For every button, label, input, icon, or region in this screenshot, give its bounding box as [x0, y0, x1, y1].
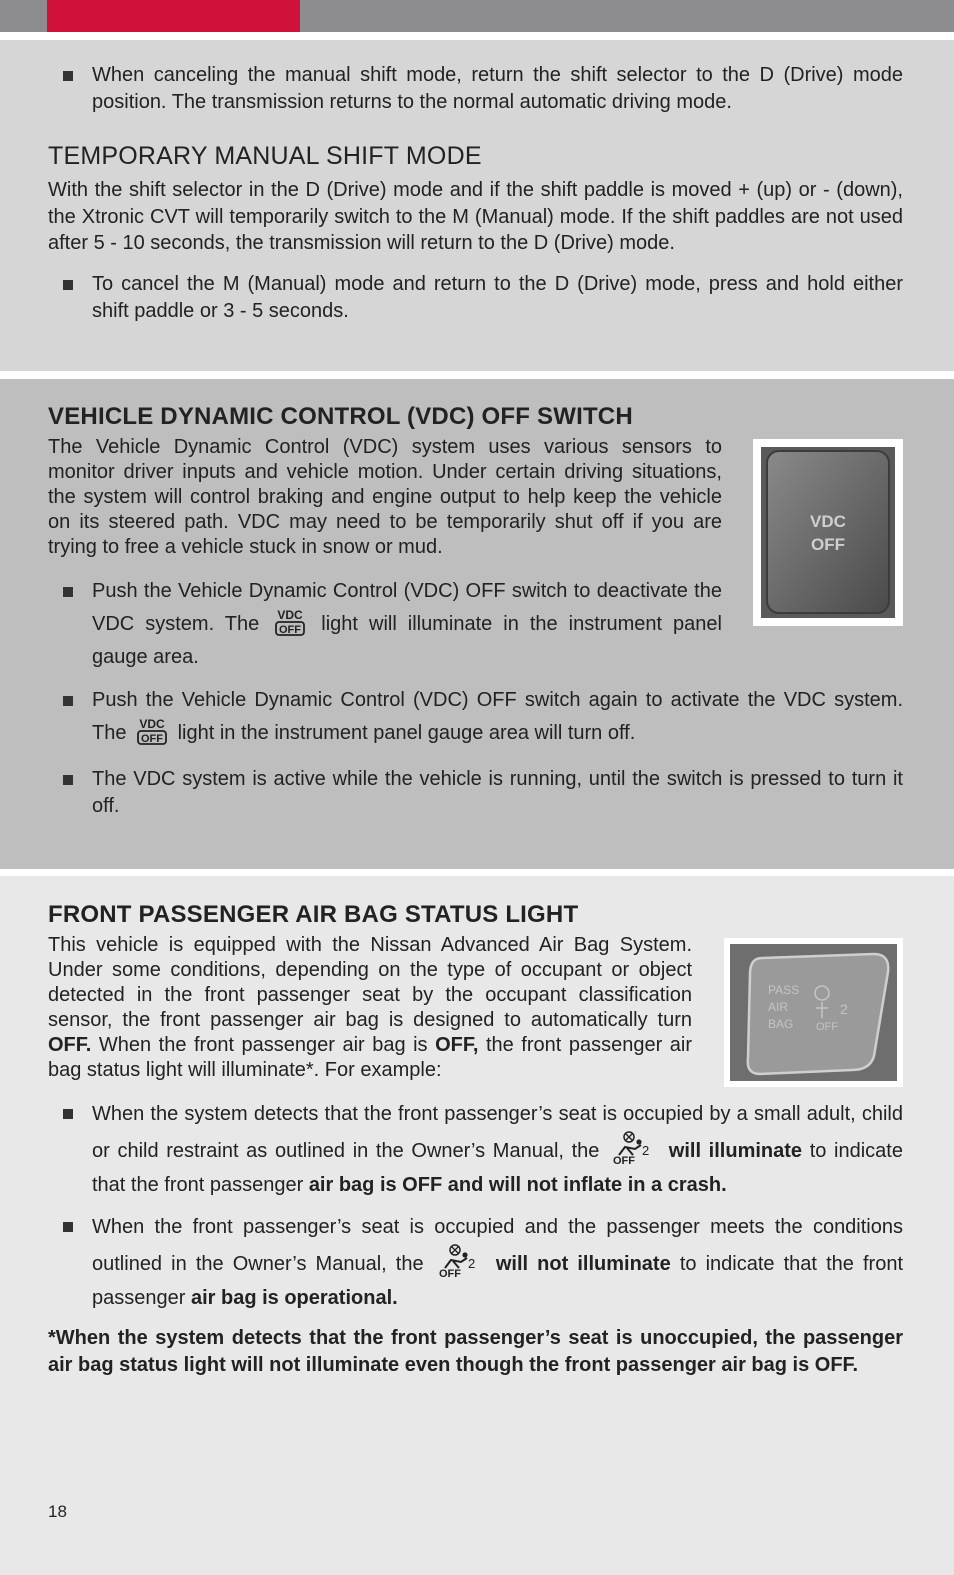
- photo-label-off: OFF: [811, 535, 845, 554]
- bullet-bold: will not illuminate: [495, 1253, 671, 1275]
- bullet-active-running: [48, 766, 903, 820]
- section-heading: TEMPORARY MANUAL SHIFT MODE: [48, 142, 482, 170]
- section-heading: FRONT PASSENGER AIR BAG STATUS LIGHT: [48, 901, 579, 928]
- bullet-text: to indicate that the front passenger: [92, 1140, 903, 1196]
- icon-text: 2: [467, 1256, 475, 1271]
- icon-text: OFF: [438, 1268, 461, 1278]
- bullet-square-icon: [63, 1222, 73, 1232]
- bullet-small-adult: [48, 1097, 903, 1202]
- vdc-switch-photo: [753, 439, 903, 626]
- bullet-bold: will illuminate: [668, 1140, 803, 1162]
- bullet-operational: [48, 1210, 903, 1315]
- bullet-bold: air bag is OFF and will not inflate in a crash.: [308, 1174, 727, 1196]
- photo-label-pass: PASS: [768, 983, 800, 997]
- photo-label-bag: BAG: [768, 1017, 794, 1031]
- bullet-text: Push the Vehicle Dynamic Control (VDC) OFF switch again to activate the VDC system. The: [92, 689, 903, 744]
- airbag-section: [0, 876, 954, 1575]
- bullet-text: When the system detects that the front passenger’s seat is occupied by a small adult, child or child restraint as outlined in the Owner’s Manual, the: [92, 1103, 903, 1162]
- paragraph-bold: OFF,: [435, 1034, 479, 1056]
- icon-text: OFF: [279, 624, 302, 636]
- bullet-text: The VDC system is active while the vehicle is running, until the switch is pressed to turn it off.: [92, 768, 903, 817]
- icon-text: OFF: [141, 733, 164, 745]
- vdc-off-indicator-icon: [274, 608, 306, 638]
- header-accent: [47, 0, 300, 32]
- icon-text: VDC: [139, 717, 165, 731]
- vdc-section: [0, 379, 954, 869]
- paragraph: [48, 933, 692, 1083]
- icon-text: VDC: [277, 608, 303, 622]
- bullet-square-icon: [63, 71, 73, 81]
- paragraph-text: the front passenger air bag status light will illuminate*. For example:: [48, 1034, 692, 1081]
- paragraph-text: When the front passenger air bag is: [98, 1034, 428, 1056]
- bullet-cancel-hold: [48, 271, 903, 325]
- bullet-bold: air bag is operational.: [190, 1287, 398, 1309]
- manual-shift-section: [0, 40, 954, 371]
- photo-label-vdc: VDC: [810, 512, 846, 531]
- header-bar: [0, 0, 954, 32]
- bullet-text: to indicate that the front passenger: [92, 1253, 904, 1309]
- bullet-text: light will illuminate in the instrument panel gauge area.: [92, 613, 722, 668]
- section-heading: VEHICLE DYNAMIC CONTROL (VDC) OFF SWITCH: [48, 403, 633, 430]
- passenger-airbag-off-icon: [437, 1244, 483, 1278]
- vdc-off-indicator-icon: [136, 717, 168, 747]
- footnote: *When the system detects that the front passenger’s seat is unoccupied, the passenger air bag status light will not illuminate even though the front passenger air bag is OFF.: [48, 1327, 903, 1376]
- photo-label-num: 2: [840, 1001, 848, 1017]
- bullet-text: To cancel the M (Manual) mode and return to the D (Drive) mode, press and hold either shift paddle or 3 - 5 seconds.: [92, 272, 903, 322]
- bullet-deactivate: [48, 575, 722, 674]
- passenger-airbag-off-icon: [611, 1131, 657, 1165]
- bullet-square-icon: [63, 696, 73, 706]
- photo-label-off: OFF: [816, 1021, 838, 1033]
- icon-text: OFF: [613, 1155, 636, 1165]
- paragraph-text: This vehicle is equipped with the Nissan Advanced Air Bag System. Under some conditions, depending on the type of occupant or object detected in the front passenger seat by the occupant classification sensor, the front passenger air bag is designed to automatically turn: [48, 934, 692, 1031]
- icon-text: 2: [642, 1143, 650, 1158]
- bullet-square-icon: [63, 775, 73, 785]
- airbag-light-photo: [724, 938, 903, 1087]
- paragraph: The Vehicle Dynamic Control (VDC) system uses various sensors to monitor driver inputs and vehicle motion. Under certain driving situations, the system will control braking and engine output to help keep the vehicle on its steered path. VDC may need to be temporarily shut off if you are trying to free a vehicle stuck in snow or mud.: [48, 436, 722, 558]
- bullet-square-icon: [63, 280, 73, 290]
- paragraph: With the shift selector in the D (Drive) mode and if the shift paddle is moved + (up) or - (down), the Xtronic CVT will temporarily switch to the M (Manual) mode. If the shift paddles are not used after 5 - 10 seconds, the transmission will return to the D (Drive) mode.: [48, 179, 903, 254]
- bullet-square-icon: [63, 1109, 73, 1119]
- bullet-text: When the front passenger’s seat is occupied and the passenger meets the conditions outlined in the Owner’s Manual, the: [92, 1216, 903, 1275]
- photo-label-air: AIR: [768, 1000, 789, 1014]
- bullet-text: When canceling the manual shift mode, return the shift selector to the D (Drive) mode position. The transmission returns to the normal automatic driving mode.: [92, 64, 903, 113]
- bullet-square-icon: [63, 587, 73, 597]
- bullet-activate: [48, 684, 903, 750]
- bullet-text: Push the Vehicle Dynamic Control (VDC) OFF switch to deactivate the VDC system. The: [92, 580, 722, 635]
- paragraph-bold: OFF.: [48, 1034, 92, 1056]
- bullet-text: light in the instrument panel gauge area will turn off.: [177, 722, 636, 744]
- bullet-cancel-manual: [48, 62, 903, 116]
- page-number: 18: [48, 1502, 67, 1521]
